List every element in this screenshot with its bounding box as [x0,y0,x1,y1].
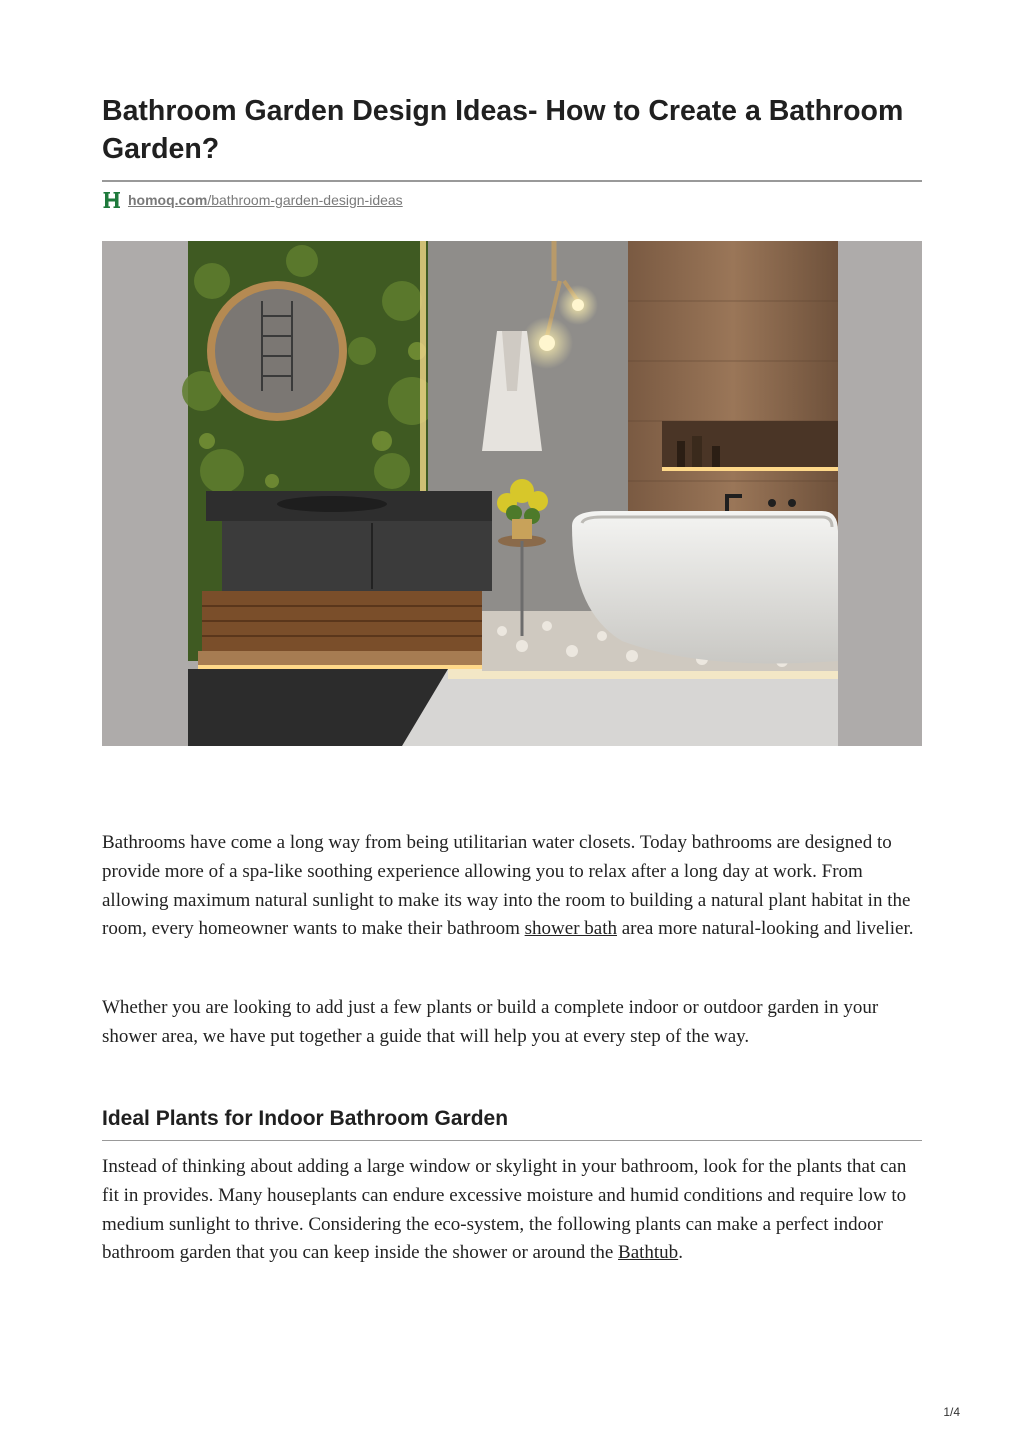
title-divider [102,180,922,182]
section-heading: Ideal Plants for Indoor Bathroom Garden [102,1107,509,1130]
bathroom-photo-icon [102,241,922,746]
source-path-link[interactable]: /bathroom-garden-design-ideas [207,192,403,208]
hero-image [102,241,922,746]
page-number: 1/4 [943,1405,960,1419]
page-title: Bathroom Garden Design Ideas- How to Create a Bathroom Garden? [102,95,904,165]
site-logo-icon [102,190,122,210]
intro-paragraph [102,829,922,944]
plants-text-start: Instead of thinking about adding a large window or skylight in your bathroom, look for the plants that can fit in provides. Many houseplants can endure excessive moisture and humid conditions and require low to medium sunlight to thrive. Considering the eco-system, the following plants can make a perfect indoor bathroom garden that you can keep inside the shower or around the [102,1156,907,1264]
intro-text-end: area more natural-looking and livelier. [616,918,914,940]
guide-paragraph: Whether you are looking to add just a few plants or build a complete indoor or outdoor garden in your shower area, we have put together a guide that will help you at every step of the way. [102,997,879,1047]
intro-text-start: Bathrooms have come a long way from being utilitarian water closets. Today bathrooms are designed to provide more of a spa-like soothing experience allowing you to relax after a long day at work. From allowing maximum natural sunlight to make its way into the room to building a natural plant habitat in the room, every homeowner wants to make their bathroom [102,832,911,940]
shower-bath-link[interactable]: shower bath [524,918,617,940]
plants-paragraph [102,1153,922,1268]
plants-text-end: . [678,1242,683,1264]
source-domain-link[interactable]: homoq.com [128,192,208,208]
section-divider [102,1140,922,1141]
source-line [102,189,403,211]
bathtub-link[interactable]: Bathtub [618,1242,679,1264]
